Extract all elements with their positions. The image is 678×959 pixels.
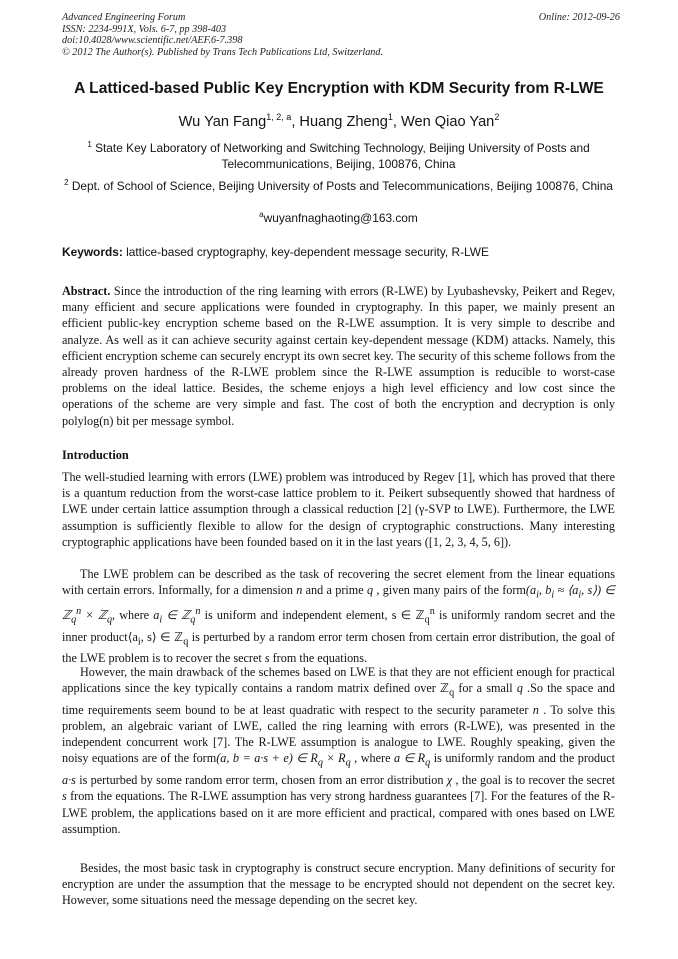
intro-paragraph-1: The well-studied learning with errors (LWE) problem was introduced by Regev [1], which has proved that there is a quantum reduction from the worst-case lattice problem to it. Peikert subsequently showed that hardness of LWE under certain lattice assumption through a classical reduction [2] (γ-SVP to LWE). Furthermore, the LWE assumption is sufficiently flexible to allow for the design of cryptographic constructions. Many interesting cryptographic applications have been founded based on it in the last years ([1, 2, 3, 4, 5, 6]). (62, 470, 615, 549)
abstract-text: Since the introduction of the ring learning with errors (R-LWE) by Lyubashevsky, Peikert and Regev, many efficient and secure applications were founded in cryptography. In this paper, we mainly present an efficient public-key encryption scheme based on the R-LWE assumption. It is very simple to describe and analyze. As well as it can achieve security against certain key-dependent message (KDM) attacks. Namely, this efficient encryption scheme can securely encrypt its own secret key. The security of this scheme follows from the already proven hardness of the R-LWE problem since the R-LWE assumption is reducible to worst-case problems on the ideal lattice. Besides, the scheme enjoys a high level efficiency and low cost since the operations of the scheme are very simple and fast. The cost of both the encryption and decryption is only polylog(n) bit per message symbol. (62, 284, 615, 428)
math-rlwe-pair: (a, b = a·s + e) ∈ $R_q \times R_q$ (216, 751, 351, 769)
intro-paragraph-2 (62, 566, 615, 666)
text-run: is perturbed by some random error term, chosen from an error distribution (75, 773, 447, 788)
author-affiliation-mark: 2 (494, 112, 500, 122)
math-chi: χ (446, 773, 453, 788)
copyright-line: © 2012 The Author(s). Published by Trans Tech Publications Ltd, Switzerland. (62, 46, 384, 58)
text-run: for a small (454, 681, 517, 696)
affiliation-mark: 1 (87, 140, 92, 149)
affiliation-2 (62, 175, 615, 194)
text-run: is uniformly random secret and the inner product (62, 607, 615, 644)
math-s: s (264, 651, 270, 666)
email-mark: a (259, 210, 264, 219)
author-separator: , (392, 113, 401, 130)
author-name: Huang Zheng (299, 113, 388, 130)
issn-line: ISSN: 2234-991X, Vols. 6-7, pp 398-403 (62, 23, 227, 35)
author-affiliation-mark: 1, 2, a (266, 112, 292, 122)
math-n: n (296, 583, 303, 598)
journal-header (62, 12, 620, 58)
math-s: s (62, 789, 67, 804)
text-run: . To solve this problem, an algebraic variant of LWE, called the ring learning with errors (R-LWE), was presented in the independent concurrent work [7]. The R-LWE assumption is analogue to LWE. Roughly speaking, given the noisy equations are of the form (62, 702, 615, 766)
math-zq: ℤ$_q$ (440, 681, 455, 699)
math-inner-product: $⟨a_i$, s⟩ ∈ ℤ$_q$ (127, 629, 189, 647)
math-ai-in-zqn: $a_i$ ∈ ℤ$_q^n$ (153, 605, 201, 626)
math-s-in-zqn: s ∈ ℤ$_q^n$ (391, 605, 435, 626)
text-run: and a prime (302, 583, 368, 598)
math-lwe-pair: ($a_i$, $b_i$ ≈ $⟨a_i$, s⟩) ∈ ℤ$_q^n$ × ℤ$_q$ (62, 583, 616, 626)
text-run: from the equations. (269, 651, 368, 666)
doi-line: doi:10.4028/www.scientific.net/AEF.6-7.398 (62, 35, 243, 47)
text-run: , the goal is to recover the secret (452, 773, 615, 788)
keywords-label: Keywords: (62, 245, 123, 259)
text-run: is perturbed by a random error term chosen from certain error distribution, the goal of the LWE problem is to recover the secret (62, 629, 615, 666)
affiliation-mark: 2 (64, 178, 69, 187)
abstract-label: Abstract. (62, 284, 111, 298)
text-run: The LWE problem can be described as the task of recovering the secret element from the linear equations with certain errors. Informally, for a dimension (62, 567, 615, 598)
author-name: Wen Qiao Yan (401, 113, 495, 130)
email-address: wuyanfnaghaoting@163.com (263, 210, 418, 225)
text-run: , where (112, 607, 154, 622)
author-name: Wu Yan Fang (178, 113, 267, 130)
text-run: However, the main drawback of the schemes based on LWE is that they are not efficient enough for practical applications since the key typically contains a random matrix defined over (62, 665, 615, 696)
text-run: is uniformly random and the product (430, 751, 616, 766)
affiliation-text: Dept. of School of Science, Beijing University of Posts and Telecommunications, Beijing 100876, China (68, 178, 613, 193)
text-run: is uniform and independent element, (200, 607, 392, 622)
author-separator: , (291, 113, 300, 130)
keywords-text: lattice-based cryptography, key-dependent message security, R-LWE (122, 245, 489, 259)
math-a-dot-s: a·s (62, 773, 76, 788)
text-run: .So the space and time requirements seem bound to be at least quadratic with respect to the security parameter (62, 681, 615, 717)
math-a-in-rq: a ∈ $R_q$ (393, 751, 431, 769)
text-run: , given many pairs of the form (373, 583, 526, 598)
text-run: from the equations. The R-LWE assumption has very strong hardness guarantees [7]. For the features of the R-LWE problem, the applications based on it are more efficient and practical, compared with ones based on LWE assumption. (62, 789, 615, 836)
affiliation-text: State Key Laboratory of Networking and Switching Technology, Beijing University of Posts and Telecommunications, Beijing, 100876, China (91, 140, 590, 171)
author-list (30, 112, 648, 130)
abstract (62, 283, 615, 429)
paper-title: A Latticed-based Public Key Encryption with KDM Security from R-LWE (74, 80, 604, 97)
math-q: q (516, 681, 523, 696)
author-email (62, 210, 615, 225)
math-n: n (532, 702, 539, 717)
keywords (62, 245, 615, 259)
affiliation-1 (62, 137, 615, 172)
text-run: , where (350, 751, 394, 766)
intro-paragraph-3 (62, 664, 615, 837)
online-date: Online: 2012-09-26 (538, 12, 620, 23)
author-affiliation-mark: 1 (387, 112, 393, 122)
math-q: q (367, 583, 374, 598)
journal-name: Advanced Engineering Forum (62, 12, 186, 23)
intro-paragraph-4: Besides, the most basic task in cryptography is construct secure encryption. Many definitions of security for encryption are under the assumption that the message to be encrypted should not dependent on the secret key. However, some situations need the message depending on the secret key. (62, 861, 615, 908)
section-heading-introduction: Introduction (62, 448, 129, 462)
